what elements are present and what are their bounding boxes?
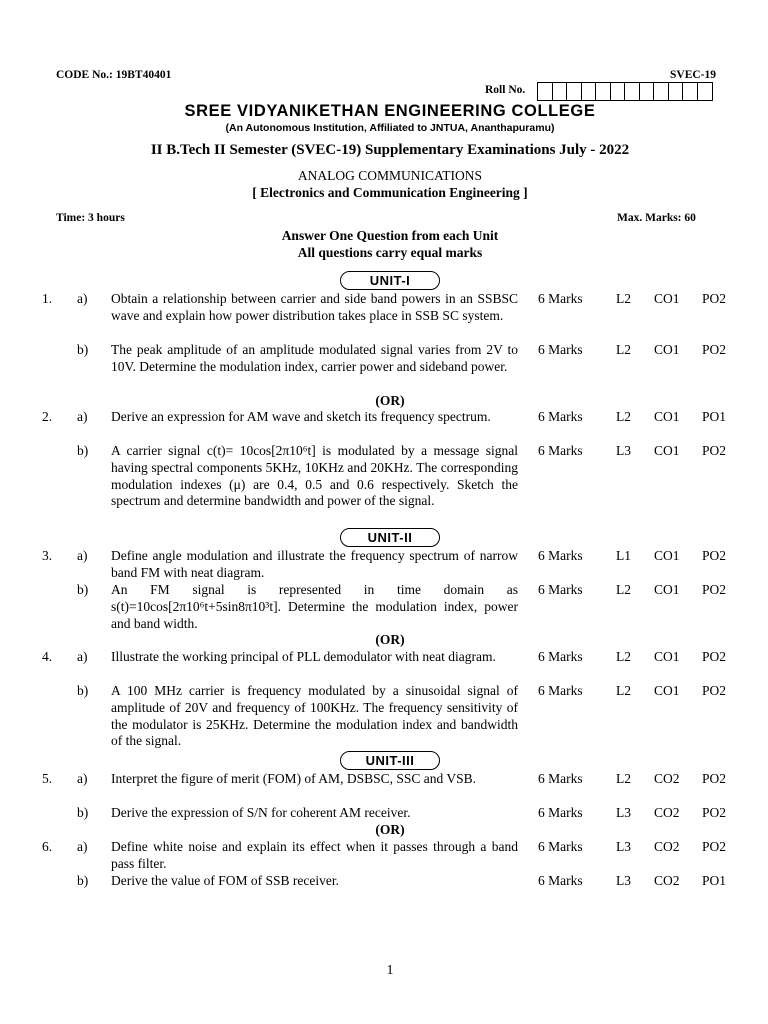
- question-text: Derive an expression for AM wave and sketch its frequency spectrum.: [111, 409, 491, 424]
- question-co: CO1: [654, 548, 680, 563]
- question-text: Define white noise and explain its effect when it passes through a band pass filter.: [111, 839, 518, 871]
- exam-title: II B.Tech II Semester (SVEC-19) Supplementary Examinations July - 2022: [150, 142, 630, 158]
- question-marks: 6 Marks: [538, 683, 583, 698]
- question-level: L2: [616, 342, 631, 357]
- question-level: L1: [616, 548, 631, 563]
- question-co: CO2: [654, 771, 680, 786]
- question-level: L2: [616, 291, 631, 306]
- question-text: A carrier signal c(t)= 10cos[2π10⁶t] is modulated by a message signal having spectral components 5KHz, 10KHz and 20KHz. The corresponding modulation indexes (μ) are 0.4, 0.5 and 0.6 respectively. Sketch the spectrum and determine bandwidth and power of the signal.: [111, 443, 518, 509]
- question-co: CO2: [654, 805, 680, 820]
- roll-number-label: Roll No.: [485, 84, 526, 96]
- branch-title: [ Electronics and Communication Engineering ]: [252, 185, 528, 200]
- question-text: A 100 MHz carrier is frequency modulated by a sinusoidal signal of amplitude of 20V and frequency of 100KHz. The frequency sensitivity of the modulator is 25KHz. Determine the modulation index and bandwidth of the signal.: [111, 683, 518, 749]
- or-separator: (OR): [375, 822, 405, 837]
- question-co: CO1: [654, 649, 680, 664]
- question-text: An FM signal is represented in time domain as s(t)=10cos[2π10⁶t+5sin8π10³t]. Determine the modulation index, power and band width.: [111, 582, 518, 631]
- question-co: CO2: [654, 839, 680, 854]
- instruction-two: All questions carry equal marks: [297, 245, 483, 260]
- question-co: CO1: [654, 683, 680, 698]
- question-text: Derive the value of FOM of SSB receiver.: [111, 873, 339, 888]
- question-po: PO2: [702, 291, 727, 306]
- question-level: L2: [616, 649, 631, 664]
- question-marks: 6 Marks: [538, 548, 583, 563]
- question-po: PO2: [702, 683, 727, 698]
- question-part: b): [77, 873, 89, 888]
- question-level: L3: [616, 443, 631, 458]
- question-marks: 6 Marks: [538, 582, 583, 597]
- question-co: CO1: [654, 582, 680, 597]
- question-co: CO2: [654, 873, 680, 888]
- or-separator: (OR): [375, 632, 405, 647]
- question-text: The peak amplitude of an amplitude modulated signal varies from 2V to 10V. Determine the modulation index, carrier power and sideband power.: [111, 342, 518, 374]
- question-level: L3: [616, 805, 631, 820]
- question-part: a): [77, 409, 88, 424]
- unit-heading: UNIT-I: [340, 271, 440, 290]
- question-part: b): [77, 805, 89, 820]
- question-part: a): [77, 771, 88, 786]
- question-part: a): [77, 839, 88, 854]
- question-text: Derive the expression of S/N for coherent AM receiver.: [111, 805, 411, 820]
- question-po: PO2: [702, 582, 727, 597]
- question-number: 4.: [42, 649, 53, 664]
- question-number: 5.: [42, 771, 53, 786]
- question-marks: 6 Marks: [538, 649, 583, 664]
- question-text: Define angle modulation and illustrate the frequency spectrum of narrow band FM with neat diagram.: [111, 548, 518, 580]
- subject-title: ANALOG COMMUNICATIONS: [297, 168, 483, 183]
- question-number: 6.: [42, 839, 53, 854]
- page-number: 1: [386, 963, 394, 978]
- question-part: b): [77, 443, 89, 458]
- question-po: PO2: [702, 443, 727, 458]
- question-co: CO1: [654, 443, 680, 458]
- question-text: Interpret the figure of merit (FOM) of AM, DSBSC, SSC and VSB.: [111, 771, 476, 786]
- question-co: CO1: [654, 291, 680, 306]
- question-marks: 6 Marks: [538, 443, 583, 458]
- question-level: L3: [616, 873, 631, 888]
- question-level: L3: [616, 839, 631, 854]
- question-marks: 6 Marks: [538, 291, 583, 306]
- time-allowed: Time: 3 hours: [56, 212, 125, 224]
- question-number: 3.: [42, 548, 53, 563]
- question-co: CO1: [654, 342, 680, 357]
- instruction-one: Answer One Question from each Unit: [281, 228, 499, 243]
- question-po: PO2: [702, 342, 727, 357]
- regulation-code: SVEC-19: [670, 69, 717, 81]
- roll-number-boxes: [537, 82, 713, 101]
- or-separator: (OR): [375, 393, 405, 408]
- unit-heading: UNIT-III: [340, 751, 440, 770]
- question-marks: 6 Marks: [538, 839, 583, 854]
- question-po: PO2: [702, 839, 727, 854]
- question-part: b): [77, 683, 89, 698]
- question-level: L2: [616, 582, 631, 597]
- question-level: L2: [616, 683, 631, 698]
- college-name: SREE VIDYANIKETHAN ENGINEERING COLLEGE: [184, 102, 596, 120]
- max-marks: Max. Marks: 60: [617, 212, 696, 224]
- question-level: L2: [616, 771, 631, 786]
- question-part: b): [77, 582, 89, 597]
- college-affiliation: (An Autonomous Institution, Affiliated to JNTUA, Ananthapuramu): [225, 122, 555, 134]
- question-marks: 6 Marks: [538, 409, 583, 424]
- question-po: PO2: [702, 649, 727, 664]
- question-number: 2.: [42, 409, 53, 424]
- question-part: a): [77, 291, 88, 306]
- question-number: 1.: [42, 291, 53, 306]
- question-po: PO1: [702, 873, 727, 888]
- question-po: PO2: [702, 805, 727, 820]
- code-number: CODE No.: 19BT40401: [56, 69, 172, 81]
- question-text: Illustrate the working principal of PLL demodulator with neat diagram.: [111, 649, 496, 664]
- question-part: a): [77, 548, 88, 563]
- question-marks: 6 Marks: [538, 805, 583, 820]
- question-level: L2: [616, 409, 631, 424]
- question-po: PO2: [702, 771, 727, 786]
- question-part: b): [77, 342, 89, 357]
- question-part: a): [77, 649, 88, 664]
- unit-heading: UNIT-II: [340, 528, 440, 547]
- question-po: PO2: [702, 548, 727, 563]
- question-marks: 6 Marks: [538, 342, 583, 357]
- question-marks: 6 Marks: [538, 873, 583, 888]
- question-text: Obtain a relationship between carrier and side band powers in an SSBSC wave and explain how power distribution takes place in SSB SC system.: [111, 291, 518, 323]
- question-po: PO1: [702, 409, 727, 424]
- question-co: CO1: [654, 409, 680, 424]
- question-marks: 6 Marks: [538, 771, 583, 786]
